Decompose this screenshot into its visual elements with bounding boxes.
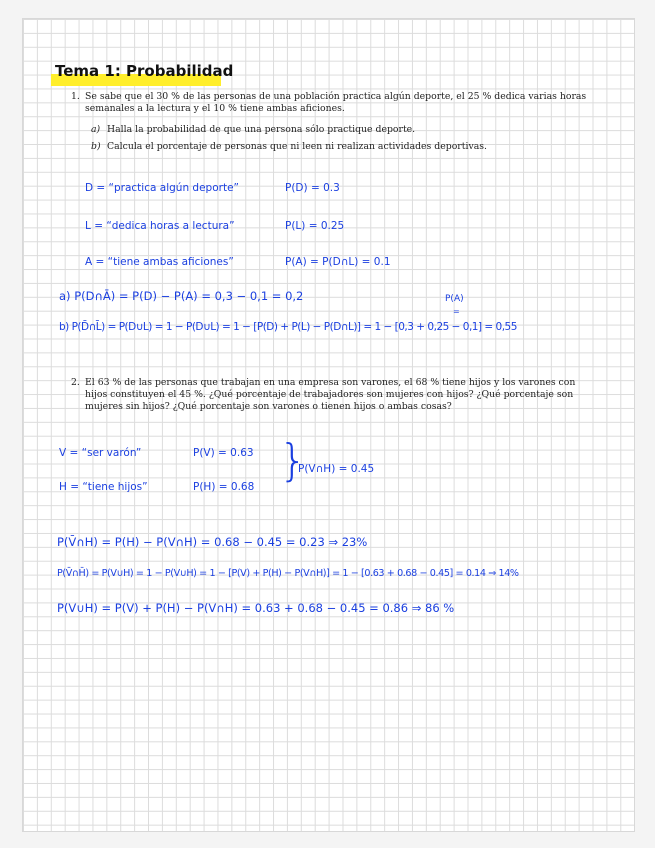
def-l-rhs: P(L) = 0.25 [285,220,345,232]
problem2-line3: mujeres sin hijos? ¿Qué porcentaje son varones o tienen hijos o ambas cosas? [85,401,452,412]
problem1-number: 1. [71,91,80,102]
def-a-lhs: A = “tiene ambas aficiones” [85,256,234,268]
problem2-line2: hijos constituyen el 45 %. ¿Qué porcentaje de trabajadores son mujeres con hijos? ¿Qué porcentaje son [85,389,574,400]
def-d-rhs: P(D) = 0.3 [285,182,340,194]
def-d-lhs: D = “practica algún deporte” [85,182,239,194]
problem1-part-b-label: b) [91,141,101,152]
problem1-statement-line1: Se sabe que el 30 % de las personas de una población practica algún deporte, el 25 % dedica varias horas [85,91,587,102]
def-l-lhs: L = “dedica horas a lectura” [85,220,235,232]
page-title [55,61,233,80]
problem1-statement-line2: semanales a la lectura y el 10 % tiene ambas aficiones. [85,103,345,114]
def-a-rhs: P(A) = P(D∩L) = 0.1 [285,256,391,268]
def-v-rhs: P(V) = 0.63 [193,447,254,459]
problem2-line1: El 63 % de las personas que trabajan en una empresa son varones, el 68 % tiene hijos y los varones con [85,377,576,388]
problem2-number: 2. [71,377,80,388]
annotation-equals: = [453,307,460,316]
def-v-lhs: V = “ser varón” [59,447,142,459]
solution-eq2: P(V̄∩H̄) = P(V∪H) = 1 − P(V∪H) = 1 − [P(V) + P(H) − P(V∩H)] = 1 − [0.63 + 0.68 − 0.45] = 0.14 ⇒ 14% [57,568,519,579]
solution-a: a) P(D∩Ā) = P(D) − P(A) = 0,3 − 0,1 = 0,2 [59,289,304,303]
problem1-part-b-text: Calcula el porcentaje de personas que ni leen ni realizan actividades deportivas. [107,141,487,152]
problem1-part-a-label: a) [91,124,101,135]
solution-b: b) P(D̄∩L̄) = P(D∪L) = 1 − P(D∪L) = 1 − [P(D) + P(L) − P(D∩L)] = 1 − [0,3 + 0,25 − 0,1] = 0,55 [59,321,517,333]
problem1-part-a-text: Halla la probabilidad de que una persona sólo practique deporte. [107,124,416,135]
joint-probability: P(V∩H) = 0.45 [298,463,375,475]
solution-eq1: P(V̄∩H) = P(H) − P(V∩H) = 0.68 − 0.45 = 0.23 ⇒ 23% [57,535,368,549]
def-h-lhs: H = “tiene hijos” [59,481,148,493]
brace-icon: } [279,435,307,486]
title-text: Tema 1: Probabilidad [55,62,234,80]
annotation-pa: P(A) [445,294,464,304]
solution-eq3: P(V∪H) = P(V) + P(H) − P(V∩H) = 0.63 + 0.68 − 0.45 = 0.86 ⇒ 86 % [57,601,455,615]
def-h-rhs: P(H) = 0.68 [193,481,255,493]
notebook-page [22,18,635,832]
